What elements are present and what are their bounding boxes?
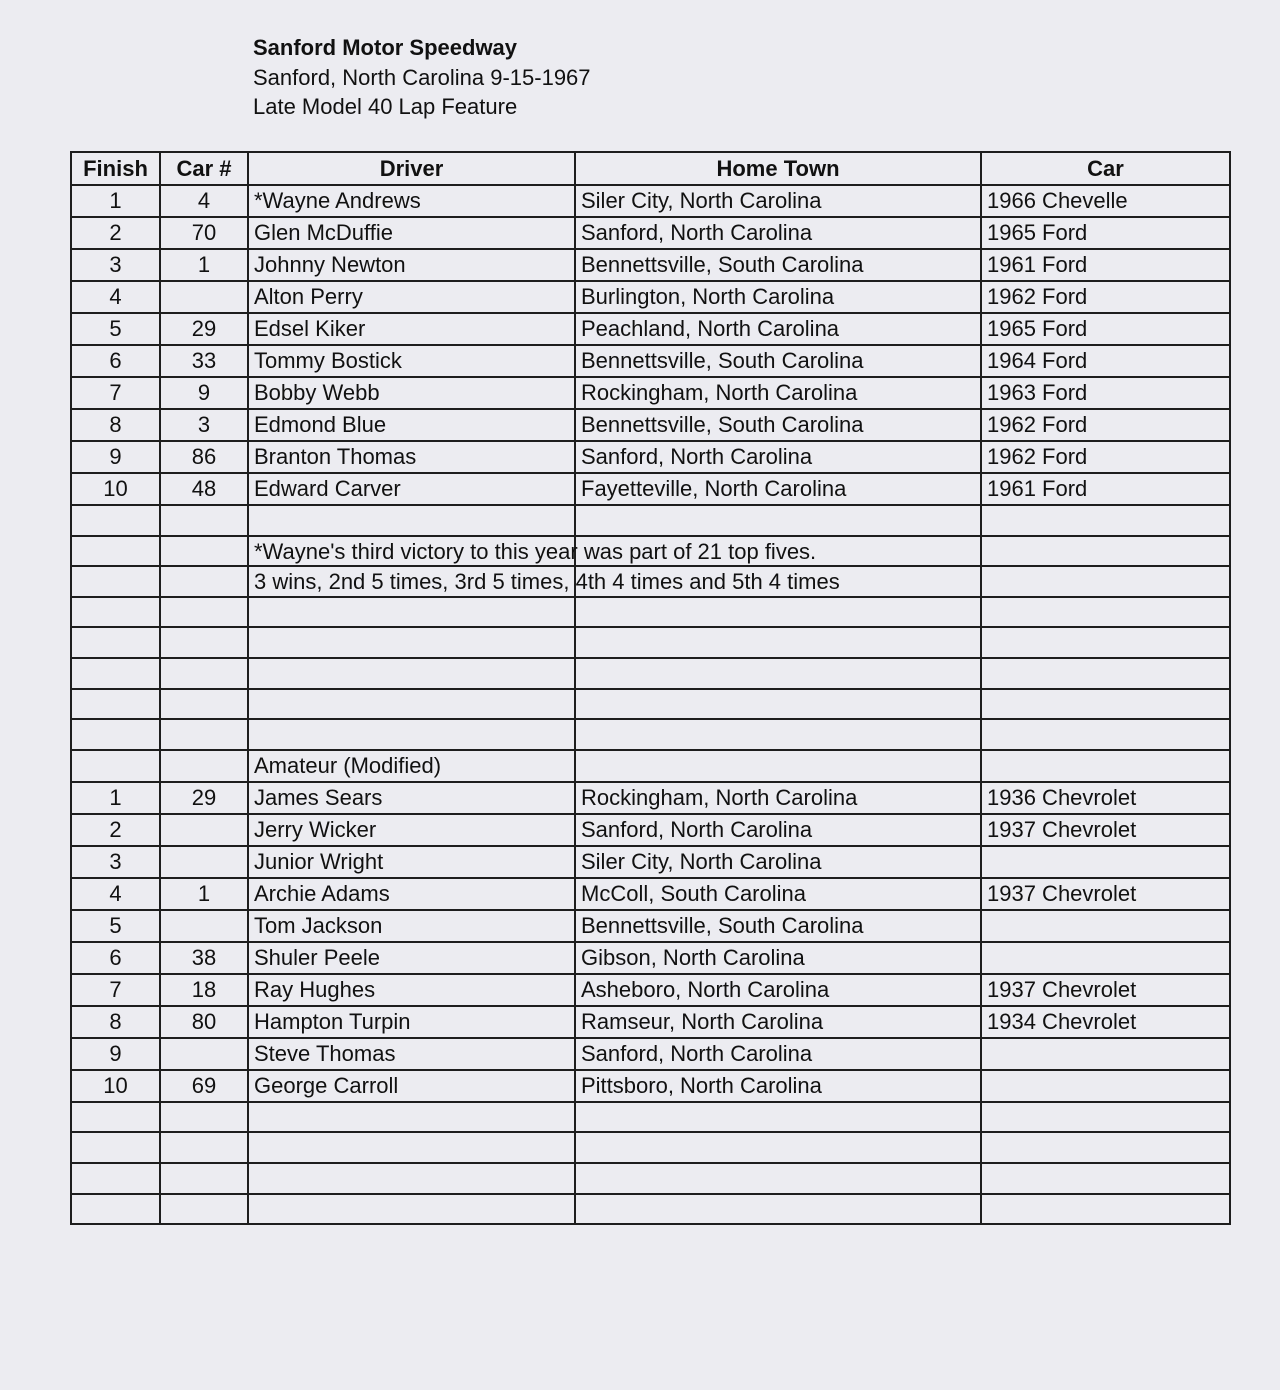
car-cell: 1934 Chevrolet xyxy=(981,1006,1230,1038)
driver-cell: Edsel Kiker xyxy=(248,313,575,345)
note-cell xyxy=(248,536,817,567)
car-cell: 1966 Chevelle xyxy=(981,185,1230,217)
table-row xyxy=(71,345,1230,377)
car-cell xyxy=(981,1163,1230,1194)
car-cell: 1936 Chevrolet xyxy=(981,782,1230,814)
car-cell xyxy=(981,1070,1230,1102)
finish-cell: 5 xyxy=(71,910,160,942)
table-row xyxy=(71,217,1230,249)
car-number-cell xyxy=(160,719,248,750)
home-town-cell xyxy=(575,505,981,536)
finish-cell: 9 xyxy=(71,441,160,473)
car-cell: 1962 Ford xyxy=(981,409,1230,441)
car-cell: 1937 Chevrolet xyxy=(981,814,1230,846)
car-cell xyxy=(981,536,1230,567)
driver-cell xyxy=(248,1102,575,1133)
car-number-cell xyxy=(160,536,248,567)
driver-cell: Archie Adams xyxy=(248,878,575,910)
driver-cell: *Wayne Andrews xyxy=(248,185,575,217)
car-number-cell xyxy=(160,281,248,313)
finish-cell: 2 xyxy=(71,814,160,846)
event-name: Late Model 40 Lap Feature xyxy=(253,94,518,119)
column-header-driver: Driver xyxy=(248,152,575,185)
finish-cell: 8 xyxy=(71,1006,160,1038)
driver-cell xyxy=(248,1163,575,1194)
section-title-row xyxy=(71,750,1230,782)
table-row xyxy=(71,313,1230,345)
results-body xyxy=(71,185,1230,1224)
finish-cell: 2 xyxy=(71,217,160,249)
driver-cell: Johnny Newton xyxy=(248,249,575,281)
table-row xyxy=(71,281,1230,313)
car-number-cell xyxy=(160,566,248,597)
car-cell xyxy=(981,1102,1230,1133)
driver-cell: Edmond Blue xyxy=(248,409,575,441)
finish-cell xyxy=(71,505,160,536)
driver-cell: Tom Jackson xyxy=(248,910,575,942)
table-row xyxy=(71,910,1230,942)
empty-row xyxy=(71,505,1230,536)
table-row xyxy=(71,1038,1230,1070)
driver-cell: Steve Thomas xyxy=(248,1038,575,1070)
empty-row xyxy=(71,1102,1230,1133)
table-row xyxy=(71,249,1230,281)
home-town-cell: Rockingham, North Carolina xyxy=(575,782,981,814)
note-row xyxy=(71,536,1230,567)
car-number-cell xyxy=(160,750,248,782)
note-cell xyxy=(248,566,840,597)
car-number-cell xyxy=(160,1132,248,1163)
driver-cell xyxy=(248,597,575,628)
car-cell: 1965 Ford xyxy=(981,313,1230,345)
home-town-cell: Sanford, North Carolina xyxy=(575,441,981,473)
driver-cell: Hampton Turpin xyxy=(248,1006,575,1038)
car-number-cell: 29 xyxy=(160,313,248,345)
car-number-cell: 18 xyxy=(160,974,248,1006)
home-town-cell: Bennettsville, South Carolina xyxy=(575,345,981,377)
car-cell xyxy=(981,689,1230,720)
home-town-cell xyxy=(575,1163,981,1194)
home-town-cell xyxy=(575,597,981,628)
home-town-cell xyxy=(575,627,981,658)
empty-row xyxy=(71,689,1230,720)
finish-cell: 4 xyxy=(71,878,160,910)
driver-cell xyxy=(248,658,575,689)
car-cell: 1937 Chevrolet xyxy=(981,974,1230,1006)
home-town-cell: Bennettsville, South Carolina xyxy=(575,249,981,281)
finish-cell xyxy=(71,750,160,782)
car-cell xyxy=(981,658,1230,689)
empty-row xyxy=(71,1194,1230,1225)
empty-row xyxy=(71,658,1230,689)
car-number-cell: 4 xyxy=(160,185,248,217)
table-row xyxy=(71,377,1230,409)
table-row xyxy=(71,409,1230,441)
page-title: Sanford Motor Speedway xyxy=(253,35,518,60)
car-cell: 1965 Ford xyxy=(981,217,1230,249)
car-number-cell xyxy=(160,689,248,720)
car-number-cell xyxy=(160,1038,248,1070)
driver-cell: Jerry Wicker xyxy=(248,814,575,846)
car-number-cell: 86 xyxy=(160,441,248,473)
car-cell xyxy=(981,505,1230,536)
driver-cell: Shuler Peele xyxy=(248,942,575,974)
note-text: *Wayne's third victory to this year was part of 21 top fives. xyxy=(254,538,817,564)
table-row xyxy=(71,185,1230,217)
car-cell xyxy=(981,1194,1230,1225)
driver-cell xyxy=(248,719,575,750)
table-row xyxy=(71,814,1230,846)
table-row xyxy=(71,878,1230,910)
car-number-cell: 80 xyxy=(160,1006,248,1038)
finish-cell: 6 xyxy=(71,345,160,377)
home-town-cell: Gibson, North Carolina xyxy=(575,942,981,974)
table-row xyxy=(71,782,1230,814)
car-number-cell: 3 xyxy=(160,409,248,441)
table-row xyxy=(71,1070,1230,1102)
driver-cell: James Sears xyxy=(248,782,575,814)
header-row xyxy=(71,152,1230,185)
finish-cell: 3 xyxy=(71,846,160,878)
home-town-cell xyxy=(575,1132,981,1163)
driver-cell xyxy=(248,1194,575,1225)
empty-row xyxy=(71,1163,1230,1194)
car-cell: 1963 Ford xyxy=(981,377,1230,409)
car-number-cell xyxy=(160,846,248,878)
document-header xyxy=(253,33,591,122)
empty-row xyxy=(71,627,1230,658)
car-cell xyxy=(981,1038,1230,1070)
driver-cell: Tommy Bostick xyxy=(248,345,575,377)
column-header-finish: Finish xyxy=(71,152,160,185)
empty-row xyxy=(71,719,1230,750)
car-cell: 1962 Ford xyxy=(981,281,1230,313)
car-cell xyxy=(981,910,1230,942)
driver-cell: Alton Perry xyxy=(248,281,575,313)
home-town-cell: Siler City, North Carolina xyxy=(575,185,981,217)
car-number-cell: 1 xyxy=(160,878,248,910)
finish-cell: 3 xyxy=(71,249,160,281)
driver-cell xyxy=(248,505,575,536)
car-cell: 1937 Chevrolet xyxy=(981,878,1230,910)
finish-cell: 1 xyxy=(71,782,160,814)
finish-cell xyxy=(71,566,160,597)
car-cell xyxy=(981,719,1230,750)
finish-cell: 5 xyxy=(71,313,160,345)
car-number-cell: 70 xyxy=(160,217,248,249)
car-number-cell xyxy=(160,1163,248,1194)
column-header-car: Car xyxy=(981,152,1230,185)
driver-cell xyxy=(248,627,575,658)
driver-cell: Branton Thomas xyxy=(248,441,575,473)
car-cell xyxy=(981,942,1230,974)
driver-cell xyxy=(248,1132,575,1163)
car-number-cell xyxy=(160,1194,248,1225)
car-number-cell xyxy=(160,910,248,942)
finish-cell xyxy=(71,689,160,720)
car-number-cell xyxy=(160,597,248,628)
car-cell: 1962 Ford xyxy=(981,441,1230,473)
driver-cell: Bobby Webb xyxy=(248,377,575,409)
car-cell xyxy=(981,566,1230,597)
home-town-cell: Peachland, North Carolina xyxy=(575,313,981,345)
car-number-cell: 29 xyxy=(160,782,248,814)
car-cell xyxy=(981,846,1230,878)
finish-cell xyxy=(71,1163,160,1194)
finish-cell: 10 xyxy=(71,1070,160,1102)
home-town-cell xyxy=(575,689,981,720)
car-number-cell: 38 xyxy=(160,942,248,974)
driver-cell: Junior Wright xyxy=(248,846,575,878)
finish-cell: 9 xyxy=(71,1038,160,1070)
driver-cell: Ray Hughes xyxy=(248,974,575,1006)
finish-cell xyxy=(71,597,160,628)
car-number-cell xyxy=(160,814,248,846)
car-number-cell xyxy=(160,1102,248,1133)
table-row xyxy=(71,441,1230,473)
note-text: 3 wins, 2nd 5 times, 3rd 5 times, 4th 4 times and 5th 4 times xyxy=(254,569,840,595)
driver-cell: Glen McDuffie xyxy=(248,217,575,249)
car-cell: 1961 Ford xyxy=(981,249,1230,281)
home-town-cell: Ramseur, North Carolina xyxy=(575,1006,981,1038)
home-town-cell xyxy=(575,658,981,689)
car-cell: 1964 Ford xyxy=(981,345,1230,377)
finish-cell: 10 xyxy=(71,473,160,505)
car-number-cell: 1 xyxy=(160,249,248,281)
home-town-cell xyxy=(575,750,981,782)
car-number-cell xyxy=(160,627,248,658)
home-town-cell: Asheboro, North Carolina xyxy=(575,974,981,1006)
empty-row xyxy=(71,597,1230,628)
home-town-cell: Pittsboro, North Carolina xyxy=(575,1070,981,1102)
finish-cell xyxy=(71,536,160,567)
car-cell xyxy=(981,750,1230,782)
car-number-cell xyxy=(160,505,248,536)
finish-cell: 1 xyxy=(71,185,160,217)
finish-cell xyxy=(71,1194,160,1225)
home-town-cell: Bennettsville, South Carolina xyxy=(575,910,981,942)
finish-cell: 6 xyxy=(71,942,160,974)
home-town-cell xyxy=(575,1194,981,1225)
finish-cell xyxy=(71,719,160,750)
table-row xyxy=(71,942,1230,974)
finish-cell xyxy=(71,658,160,689)
table-row xyxy=(71,1006,1230,1038)
finish-cell: 7 xyxy=(71,974,160,1006)
note-row xyxy=(71,566,1230,597)
home-town-cell: McColl, South Carolina xyxy=(575,878,981,910)
car-number-cell xyxy=(160,658,248,689)
empty-row xyxy=(71,1132,1230,1163)
location-date: Sanford, North Carolina 9-15-1967 xyxy=(253,64,591,90)
car-number-cell: 9 xyxy=(160,377,248,409)
car-cell: 1961 Ford xyxy=(981,473,1230,505)
home-town-cell xyxy=(575,719,981,750)
finish-cell xyxy=(71,1132,160,1163)
home-town-cell: Sanford, North Carolina xyxy=(575,1038,981,1070)
home-town-cell: Sanford, North Carolina xyxy=(575,814,981,846)
finish-cell: 8 xyxy=(71,409,160,441)
finish-cell: 4 xyxy=(71,281,160,313)
home-town-cell: Siler City, North Carolina xyxy=(575,846,981,878)
car-cell xyxy=(981,627,1230,658)
column-header-car-number: Car # xyxy=(160,152,248,185)
finish-cell: 7 xyxy=(71,377,160,409)
driver-cell xyxy=(248,689,575,720)
home-town-cell xyxy=(575,1102,981,1133)
car-cell xyxy=(981,1132,1230,1163)
table-row xyxy=(71,846,1230,878)
table-row xyxy=(71,974,1230,1006)
home-town-cell: Sanford, North Carolina xyxy=(575,217,981,249)
car-number-cell: 33 xyxy=(160,345,248,377)
column-header-home-town: Home Town xyxy=(575,152,981,185)
home-town-cell: Rockingham, North Carolina xyxy=(575,377,981,409)
home-town-cell: Burlington, North Carolina xyxy=(575,281,981,313)
results-table xyxy=(70,151,1231,1225)
finish-cell xyxy=(71,1102,160,1133)
home-town-cell: Bennettsville, South Carolina xyxy=(575,409,981,441)
section-title: Amateur (Modified) xyxy=(248,750,575,782)
car-number-cell: 69 xyxy=(160,1070,248,1102)
driver-cell: Edward Carver xyxy=(248,473,575,505)
home-town-cell: Fayetteville, North Carolina xyxy=(575,473,981,505)
finish-cell xyxy=(71,627,160,658)
car-cell xyxy=(981,597,1230,628)
driver-cell: George Carroll xyxy=(248,1070,575,1102)
table-row xyxy=(71,473,1230,505)
car-number-cell: 48 xyxy=(160,473,248,505)
